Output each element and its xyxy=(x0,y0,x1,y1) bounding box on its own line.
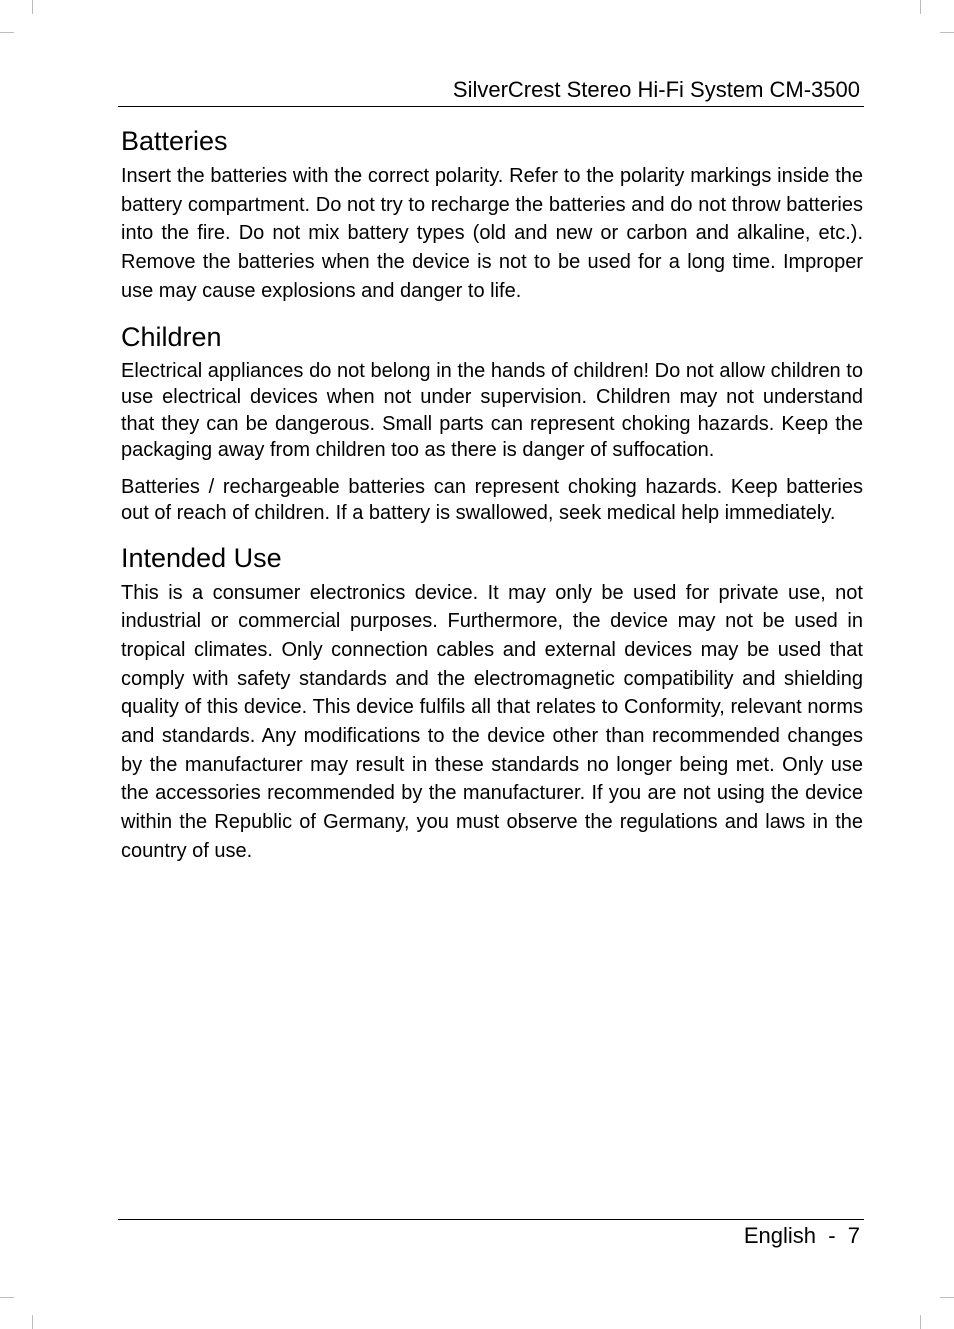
crop-mark-top-right-vertical xyxy=(920,0,921,14)
section-intended-use xyxy=(121,541,863,866)
batteries-paragraph: Insert the batteries with the correct polarity. Refer to the polarity markings inside the battery compartment. Do not try to recharge the batteries and do not throw batteries into the fire. Do not mix battery types (old and new or carbon and alkaline, etc.). Remove the batteries when the device is not to be used for a long time. Improper use may cause explosions and danger to life. xyxy=(121,165,863,302)
crop-mark-top-left-horizontal xyxy=(0,32,14,33)
footer-rule xyxy=(118,1219,864,1220)
section-batteries xyxy=(121,124,863,306)
section-heading-children: Children xyxy=(121,321,222,352)
intended-use-paragraph: This is a consumer electronics device. It may only be used for private use, not industrial or commercial purposes. Furthermore, the device may not be used in tropical climates. Only connection cables and external devices may be used that comply with safety standards and the electromagnetic compatibility and shielding quality of this device. This device fulfils all that relates to Conformity, relevant norms and standards. Any modifications to the device other than recommended changes by the manufacturer may result in these standards no longer being met. Only use the accessories recommended by the manufacturer. If you are not using the device within the Republic of Germany, you must observe the regulations and laws in the country of use. xyxy=(121,581,863,862)
footer-page-number: English - 7 xyxy=(743,1223,860,1248)
crop-mark-top-left-vertical xyxy=(32,0,33,14)
crop-mark-bottom-right-vertical xyxy=(920,1315,921,1329)
section-children xyxy=(121,320,863,527)
page-content xyxy=(121,124,863,866)
section-heading-batteries: Batteries xyxy=(121,126,228,156)
children-paragraph-2: Batteries / rechargeable batteries can represent choking hazards. Keep batteries out of reach of children. If a battery is swallowed, seek medical help immediately. xyxy=(121,475,863,525)
children-paragraph-1: Electrical appliances do not belong in the hands of children! Do not allow children to use electrical devices when not under supervision. Children may not understand that they can be dangerous. Small parts can represent choking hazards. Keep the packaging away from children too as there is danger of suffocation. xyxy=(121,359,863,462)
crop-mark-top-right-horizontal xyxy=(940,32,954,33)
crop-mark-bottom-left-vertical xyxy=(32,1315,33,1329)
section-heading-intended-use: Intended Use xyxy=(121,542,282,573)
header-rule xyxy=(118,106,864,107)
crop-mark-bottom-right-horizontal xyxy=(940,1297,954,1298)
running-header-title: SilverCrest Stereo Hi-Fi System CM-3500 xyxy=(452,77,860,102)
crop-mark-bottom-left-horizontal xyxy=(0,1297,14,1298)
